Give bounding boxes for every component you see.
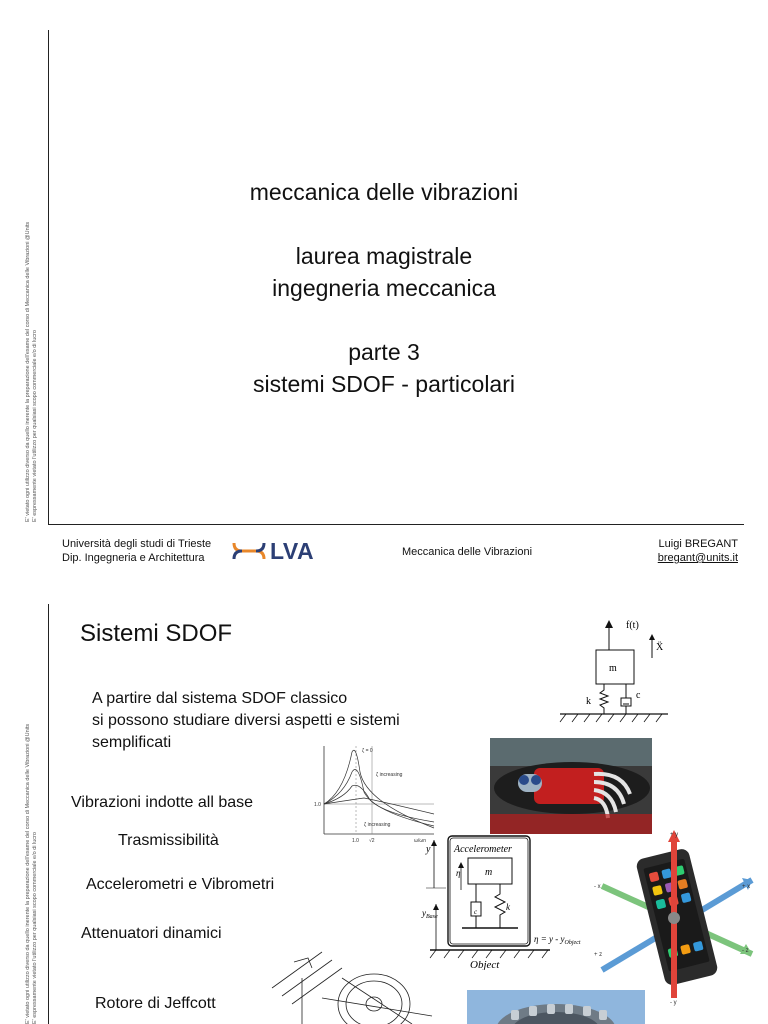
- plot-omega-label: ω/ωn: [414, 838, 426, 844]
- slide1-title-degree: laurea magistrale: [295, 243, 473, 269]
- sdof-spring-label: k: [586, 696, 591, 707]
- robot-photo: [490, 738, 652, 834]
- plot-zeta-increasing-bottom: ζ increasing: [364, 822, 391, 828]
- accelerometer-equation: $\eta = y - y_{Object}$: [534, 934, 581, 946]
- slide2-left-rule: [48, 604, 49, 1024]
- topic-jeffcott-rotor: Rotore di Jeffcott: [95, 995, 216, 1012]
- slide1-left-rule: [48, 30, 49, 524]
- accelerometer-object-label: Object: [470, 959, 500, 970]
- transmissibility-plot-figure: [314, 742, 440, 846]
- topic-transmissibility: Trasmissibilità: [118, 832, 219, 849]
- rotor-photo: [467, 990, 645, 1024]
- axis-plus-y-label: + y: [670, 832, 679, 838]
- plot-x-one-label: 1.0: [352, 838, 359, 844]
- sdof-damper-label: c: [636, 690, 641, 701]
- slide1-footer-course: Meccanica delle Vibrazioni: [402, 546, 533, 558]
- slide1-title-course: meccanica delle vibrazioni: [249, 179, 519, 205]
- slide2-title: Sistemi SDOF: [80, 620, 233, 647]
- axis-minus-x-label: - x: [594, 884, 601, 890]
- lva-logo: [232, 538, 315, 564]
- slide1-title-subject: sistemi SDOF - particolari: [253, 371, 515, 397]
- accelerometer-ybase-label: $y_{Base}$: [422, 908, 438, 920]
- sdof-schematic-figure: [556, 618, 672, 724]
- axis-minus-z-label: - z: [742, 948, 749, 954]
- accelerometer-y-label: y: [426, 844, 431, 855]
- sdof-displacement-label: Ẍ: [656, 642, 664, 653]
- accelerometer-title: Accelerometer: [454, 844, 512, 855]
- accelerometer-eta-label: η: [456, 868, 461, 878]
- university-name: Università degli studi di Trieste: [62, 538, 212, 550]
- accelerometer-mass-label: m: [485, 867, 493, 878]
- author-name: Luigi BREGANT: [658, 538, 738, 550]
- axis-minus-y-label: - y: [670, 1000, 677, 1006]
- slide1-footer-rule: [48, 524, 744, 525]
- accelerometer-k-label: k: [506, 902, 510, 912]
- slide2-intro: A partire dal sistema SDOF classico si possono studiare diversi aspetti e sistemi semplificati: [92, 690, 400, 751]
- accelerometer-schematic-figure: [420, 832, 595, 970]
- plot-sqrt2-label: √2: [369, 838, 375, 844]
- accelerometer-c-label: c: [474, 908, 478, 916]
- topic-dynamic-absorbers: Attenuatori dinamici: [81, 925, 222, 942]
- axis-plus-x-label: + x: [742, 884, 751, 890]
- topic-accelerometers: Accelerometri e Vibrometri: [86, 876, 275, 893]
- axis-plus-z-label: + z: [594, 952, 603, 958]
- author-email-link[interactable]: bregant@units.it: [657, 552, 738, 564]
- slide1-side-note: E' vietato ogni utilizzo diverso da quello inerente la preparazione dell'esame del corso di Meccanica delle Vibrazioni @Units E' espressamente vietato l'utilizzo per qualsiasi scopo commerciale e/o di lucro: [25, 221, 38, 522]
- topic-base-excitation: Vibrazioni indotte all base: [71, 794, 254, 811]
- plot-zeta-increasing-top: ζ increasing: [376, 772, 403, 778]
- slide1-title-part: parte 3: [348, 339, 420, 365]
- plot-one-label: 1.0: [314, 802, 321, 808]
- slide1-title-block: [160, 176, 608, 400]
- sdof-mass-label: m: [609, 663, 617, 674]
- slide1-footer-author: [658, 537, 738, 565]
- smartphone-axes-figure: [592, 828, 762, 1006]
- lva-logo-icon: [232, 538, 266, 564]
- slide1-title-program: ingegneria meccanica: [272, 275, 496, 301]
- plot-zeta-zero-label: ζ = 0: [362, 748, 373, 754]
- slide2-side-note: E' vietato ogni utilizzo diverso da quello inerente la preparazione dell'esame del corso di Meccanica delle Vibrazioni @Units E' espressamente vietato l'utilizzo per qualsiasi scopo commerciale e/o di lucro: [25, 723, 38, 1024]
- department-name: Dip. Ingegneria e Architettura: [62, 552, 205, 564]
- jeffcott-rotor-sketch: [262, 948, 442, 1024]
- sdof-force-label: f(t): [626, 620, 639, 631]
- lva-logo-text: LVA: [270, 538, 315, 564]
- slide1-footer-university: [62, 537, 211, 565]
